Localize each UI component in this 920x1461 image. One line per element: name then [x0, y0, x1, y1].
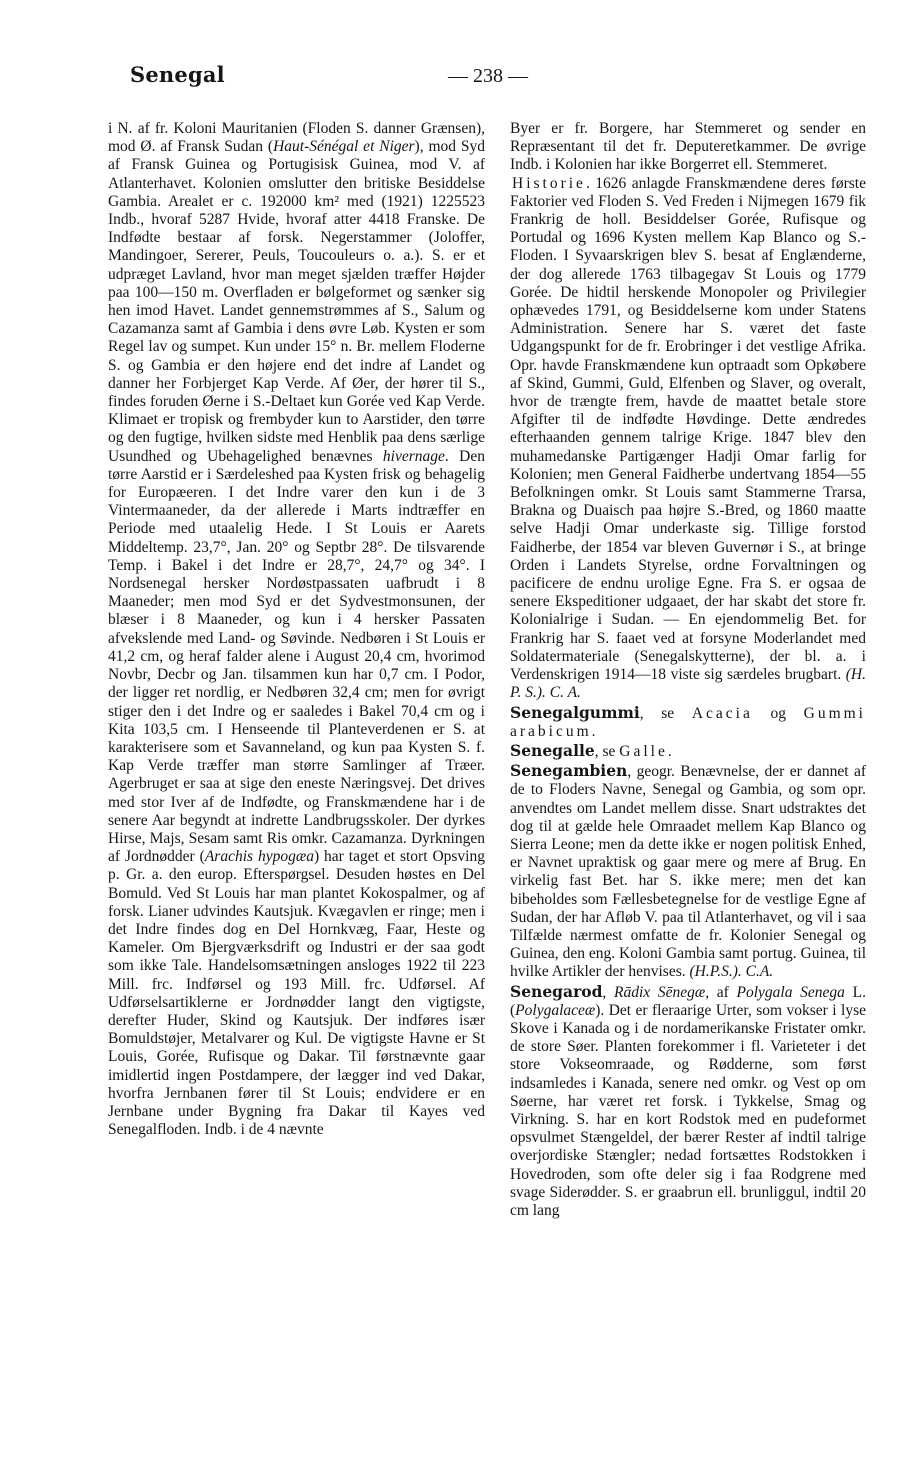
text-run: , af [705, 983, 737, 1001]
body-paragraph [510, 175, 866, 703]
text-run: og [752, 704, 804, 722]
text-run: , geogr. Benævnelse, der er dannet af de to Floders Navne, Senegal og Gambia, og som opr. anvendtes om Landet mellem disse. Snart udstraktes det dog til at gælde hele Omraadet mellem Kap Blanco og Sierra Leone; men da dette ikke er nogen politisk Enhed, er Navnet upraktisk og gaar mere og mere af Brug. En virkelig fast Bet. har S. ikke mere; men det kan bibeholdes som Fællesbetegnelse for de vestlige Egne af Sudan, der har Afløb V. paa til Atlanterhavet, og vil i saa Tilfælde nærmest omfatte de fr. Kolonier Senegal og Guinea, den eng. Koloni Gambia samt portug. Guinea, til hvilke Artikler der henvises. [510, 763, 866, 981]
body-paragraph [108, 120, 485, 1139]
page-title: Senegal [130, 62, 225, 87]
entry-headword: Senegalle [510, 740, 595, 760]
text-run: . [667, 742, 672, 760]
dictionary-entry [510, 762, 866, 981]
text-run: Polygalaceæ [515, 1001, 596, 1019]
text-run: Haut-Sénégal et Niger [273, 138, 415, 156]
text-run: ) har taget et stort Opsving p. Gr. a. den europ. Efterspørgsel. Desuden høstes en Del Bomuld. Ved St Louis har man plantet Kokospalmer, og af forsk. Lianer udvindes Kautsjuk. Kvægavlen er ringe; men i det Indre findes dog en Del Hornkvæg, Faar, Heste og Kameler. Om Bjergværksdrift og Industri er der saa godt som ikke Tale. Handelsomsætningen ansloges 1922 til 223 Mill. frc. Indførsel og 193 Mill. frc. Udførsel. Af Udførselsartiklerne er Jordnødder langt den vigtigste, derefter Huder, Skind og Kautsjuk. Der indføres især Bomuldstøjer, Metalvarer og Kul. De vigtigste Havne er St Louis, Gorée, Rufisque og Dakar. Til førstnævnte gaar imidlertid ingen Postdampere, der lægger ind ved Dakar, hvorfra Jernbanen fører til St Louis; endvidere er en Jernbane under Bygning fra Dakar til Kayes ved Senegalfloden. Indb. i de 4 nævnte [108, 848, 485, 1139]
running-head [130, 62, 870, 92]
text-run: ), mod Syd af Fransk Guinea og Portugisisk Guinea, mod V. af Atlanterhavet. Kolonien omslutter den britiske Besiddelse Gambia. Arealet er c. 192000 km² med (1921) 1225523 Indb., hvoraf 5287 Hvide, hvoraf atter 4418 Franske. De Indfødte bestaar af forsk. Negerstammer (Joloffer, Mandingoer, Sererer, Peuls, Toucouleurs o. a.). S. er et udpræget Lavland, hvor man meget sjælden træffer Højder paa 100—150 m. Overfladen er bølgeformet og sænker sig hen imod Havet. Landet gennemstrømmes af S., Salum og Cazamanza samt af Gambia i dens øvre Løb. Kysten er som Regel lav og sumpet. Kun under 15° n. Br. mellem Floderne S. og Gambia er den højere end det indre af Landet og danner her Forbjerget Kap Verde. Af Øer, der hører til S., findes foruden Øerne i S.-Deltaet kun Gorée ved Kap Verde. Klimaet er tropisk og frembyder kun to Aarstider, den tørre og den fugtige, hvilken sidste med Henblik paa dens særlige Usundhed og Ubehagelighed benævnes [108, 138, 485, 465]
dictionary-entry [510, 983, 866, 1221]
text-run: Polygala Senega [736, 983, 845, 1001]
entry-headword: Senegarod [510, 981, 603, 1001]
text-run: , se [639, 704, 692, 722]
text-run: Rādix Sēnegæ [614, 983, 706, 1001]
text-run: . Den tørre Aarstid er i Særdeleshed paa Kysten frisk og behagelig for Europæeren. I det Indre varer den kun i de 3 Vintermaaneder, da der allerede i Marts indtræffer en Periode med utaalelig Hede. I St Louis er Aarets Middeltemp. 23,7°, Jan. 20° og Septbr 28°. De tilsvarende Temp. i Bakel i det Indre er 28,7°, 24,7° og 34°. I Nordsenegal hersker Nordøstpassaten uafbrudt i 8 Maaneder; men mod Syd er det Sydvestmonsunen, der blæser i 8 Maaneder, og kun i 4 hersker Passaten afvekslende med Land- og Søvinde. Nedbøren i St Louis er 41,2 cm, og heraf falder alene i August 20,4 cm, hvorimod Novbr, Decbr og Jan. tilsammen kun har 0,7 cm. I Podor, der ligger ret nordlig, er Nedbøren 32,4 cm; men for øvrigt stiger den i det Indre og er saaledes i Bakel 70,4 cm og i Kita 103,5 cm. I Henseende til Planteverdenen er S. at karakterisere som et Savanneland, og kun paa Kysten S. f. Kap Verde træffer man større Samlinger af Træer. Agerbruget er saa at sige den eneste Næringsvej. Det drives med stor Iver af de Indfødte, og Franskmændene har i de senere Aar begyndt at indrette Landbrugsskoler. Der dyrkes Hirse, Majs, Sesam samt Ris omkr. Cazamanza. Dyrkningen af Jordnødder ( [108, 447, 486, 866]
text-run: i N. af fr. Koloni Mauritanien (Floden S. danner Grænsen), mod Ø. af Fransk Sudan ( [108, 120, 485, 156]
text-run: Galle [619, 742, 668, 760]
text-run: Acacia [691, 704, 753, 722]
text-run: . [591, 722, 596, 740]
text-run: ). Det er fleraarige Urter, som vokser i lyse Skove i Kanada og i de nordamerikanske Fristater omkr. de store Søer. Planten forekommer i fl. Varieteter i det store Vokseomraade, og Rødderne, som først indsamledes i Kanada, senere ned omkr. og Vest op om Søerne, har været ret forsk. i Tykkelse, Smag og Virkning. S. har en kort Rodstok med en pudeformet opsvulmet Stængeldel, der bærer Rester af indtil talrige overjordiske Stængler; nedad fortsættes Rodstokken i Hovedroden, som ofte deler sig i faa Rodgrene med svage Siderødder. S. er graabrun ell. brunliggul, indtil 20 cm lang [510, 1001, 866, 1219]
text-run: , [602, 983, 614, 1001]
dictionary-entry [510, 704, 866, 741]
text-run: hivernage [382, 447, 445, 465]
left-column [108, 120, 485, 1139]
body-paragraph [510, 120, 866, 175]
text-run: Arachis hypogæa [204, 848, 314, 866]
text-run: Byer er fr. Borgere, har Stemmeret og sender en Repræsentant til det fr. Deputeretkammer. De øvrige Indb. i Kolonien har ikke Borgerret ell. Stemmeret. [510, 120, 866, 174]
text-run: . 1626 anlagde Franskmændene deres første Faktorier ved Floden S. Ved Freden i Nijmegen 1679 fik Frankrig de holl. Besiddelser Gorée, Rufisque og Portudal og 1696 Kysten mellem Kap Blanco og S.-Floden. I Syvaarskrigen blev S. besat af Englænderne, der dog allerede 1763 tilbagegav St Louis og 1779 Gorée. De hidtil herskende Monopoler og Privilegier ophævedes 1791, og Besiddelserne kom under Statens Administration. Senere har S. været det faste Udgangspunkt for de fr. Erobringer i det vestlige Afrika. Opr. havde Franskmændene kun optraadt som Opkøbere af Skind, Gummi, Guld, Elfenben og Slaver, og overalt, hvor de trængte frem, havde de maattet betale store Afgifter til de indfødte Høvdinge. Dette ændredes efterhaanden gennem talrige Krige. 1847 blev den muhamedanske Partigænger Hadji Omar farlig for Kolonien; men General Faidherbe undertvang 1854—55 Befolkningen omkr. St Louis samt Stammerne Trarsa, Brakna og Duaisch paa højre S.-Bred, og 1860 maatte selve Hadji Omar underkaste sig. Tillige forstod Faidherbe, der 1854 var bleven Guvernør i S., at bringe Orden i Landets Styrelse, ordne Forvaltningen og pacificere de endnu urolige Egne. Fra S. er ogsaa de senere Ekspeditioner udgaaet, der har skabt det store fr. Kolonialrige i Sudan. — En ejendommelig Bet. for Frankrig har S. faaet ved at forsyne Moderlandet med Soldatermateriale (Senegalskytterne), der bl. a. i Verdenskrigen 1914—18 viste sig særdeles brugbart. [510, 174, 866, 684]
dictionary-entry [510, 742, 866, 761]
text-run: , se [594, 742, 620, 760]
text-run: L. ( [510, 983, 866, 1019]
page-number: — 238 — [448, 65, 528, 87]
author-signature: (H.P.S.). C.A. [689, 963, 774, 981]
author-signature: (H. P. S.). C. A. [510, 666, 866, 702]
entry-headword: Senegalgummi [510, 702, 640, 722]
text-run: Gummi arabicum [510, 704, 866, 740]
text-run: Historie [512, 174, 586, 192]
entry-headword: Senegambien [510, 761, 628, 781]
right-column [510, 120, 866, 1220]
